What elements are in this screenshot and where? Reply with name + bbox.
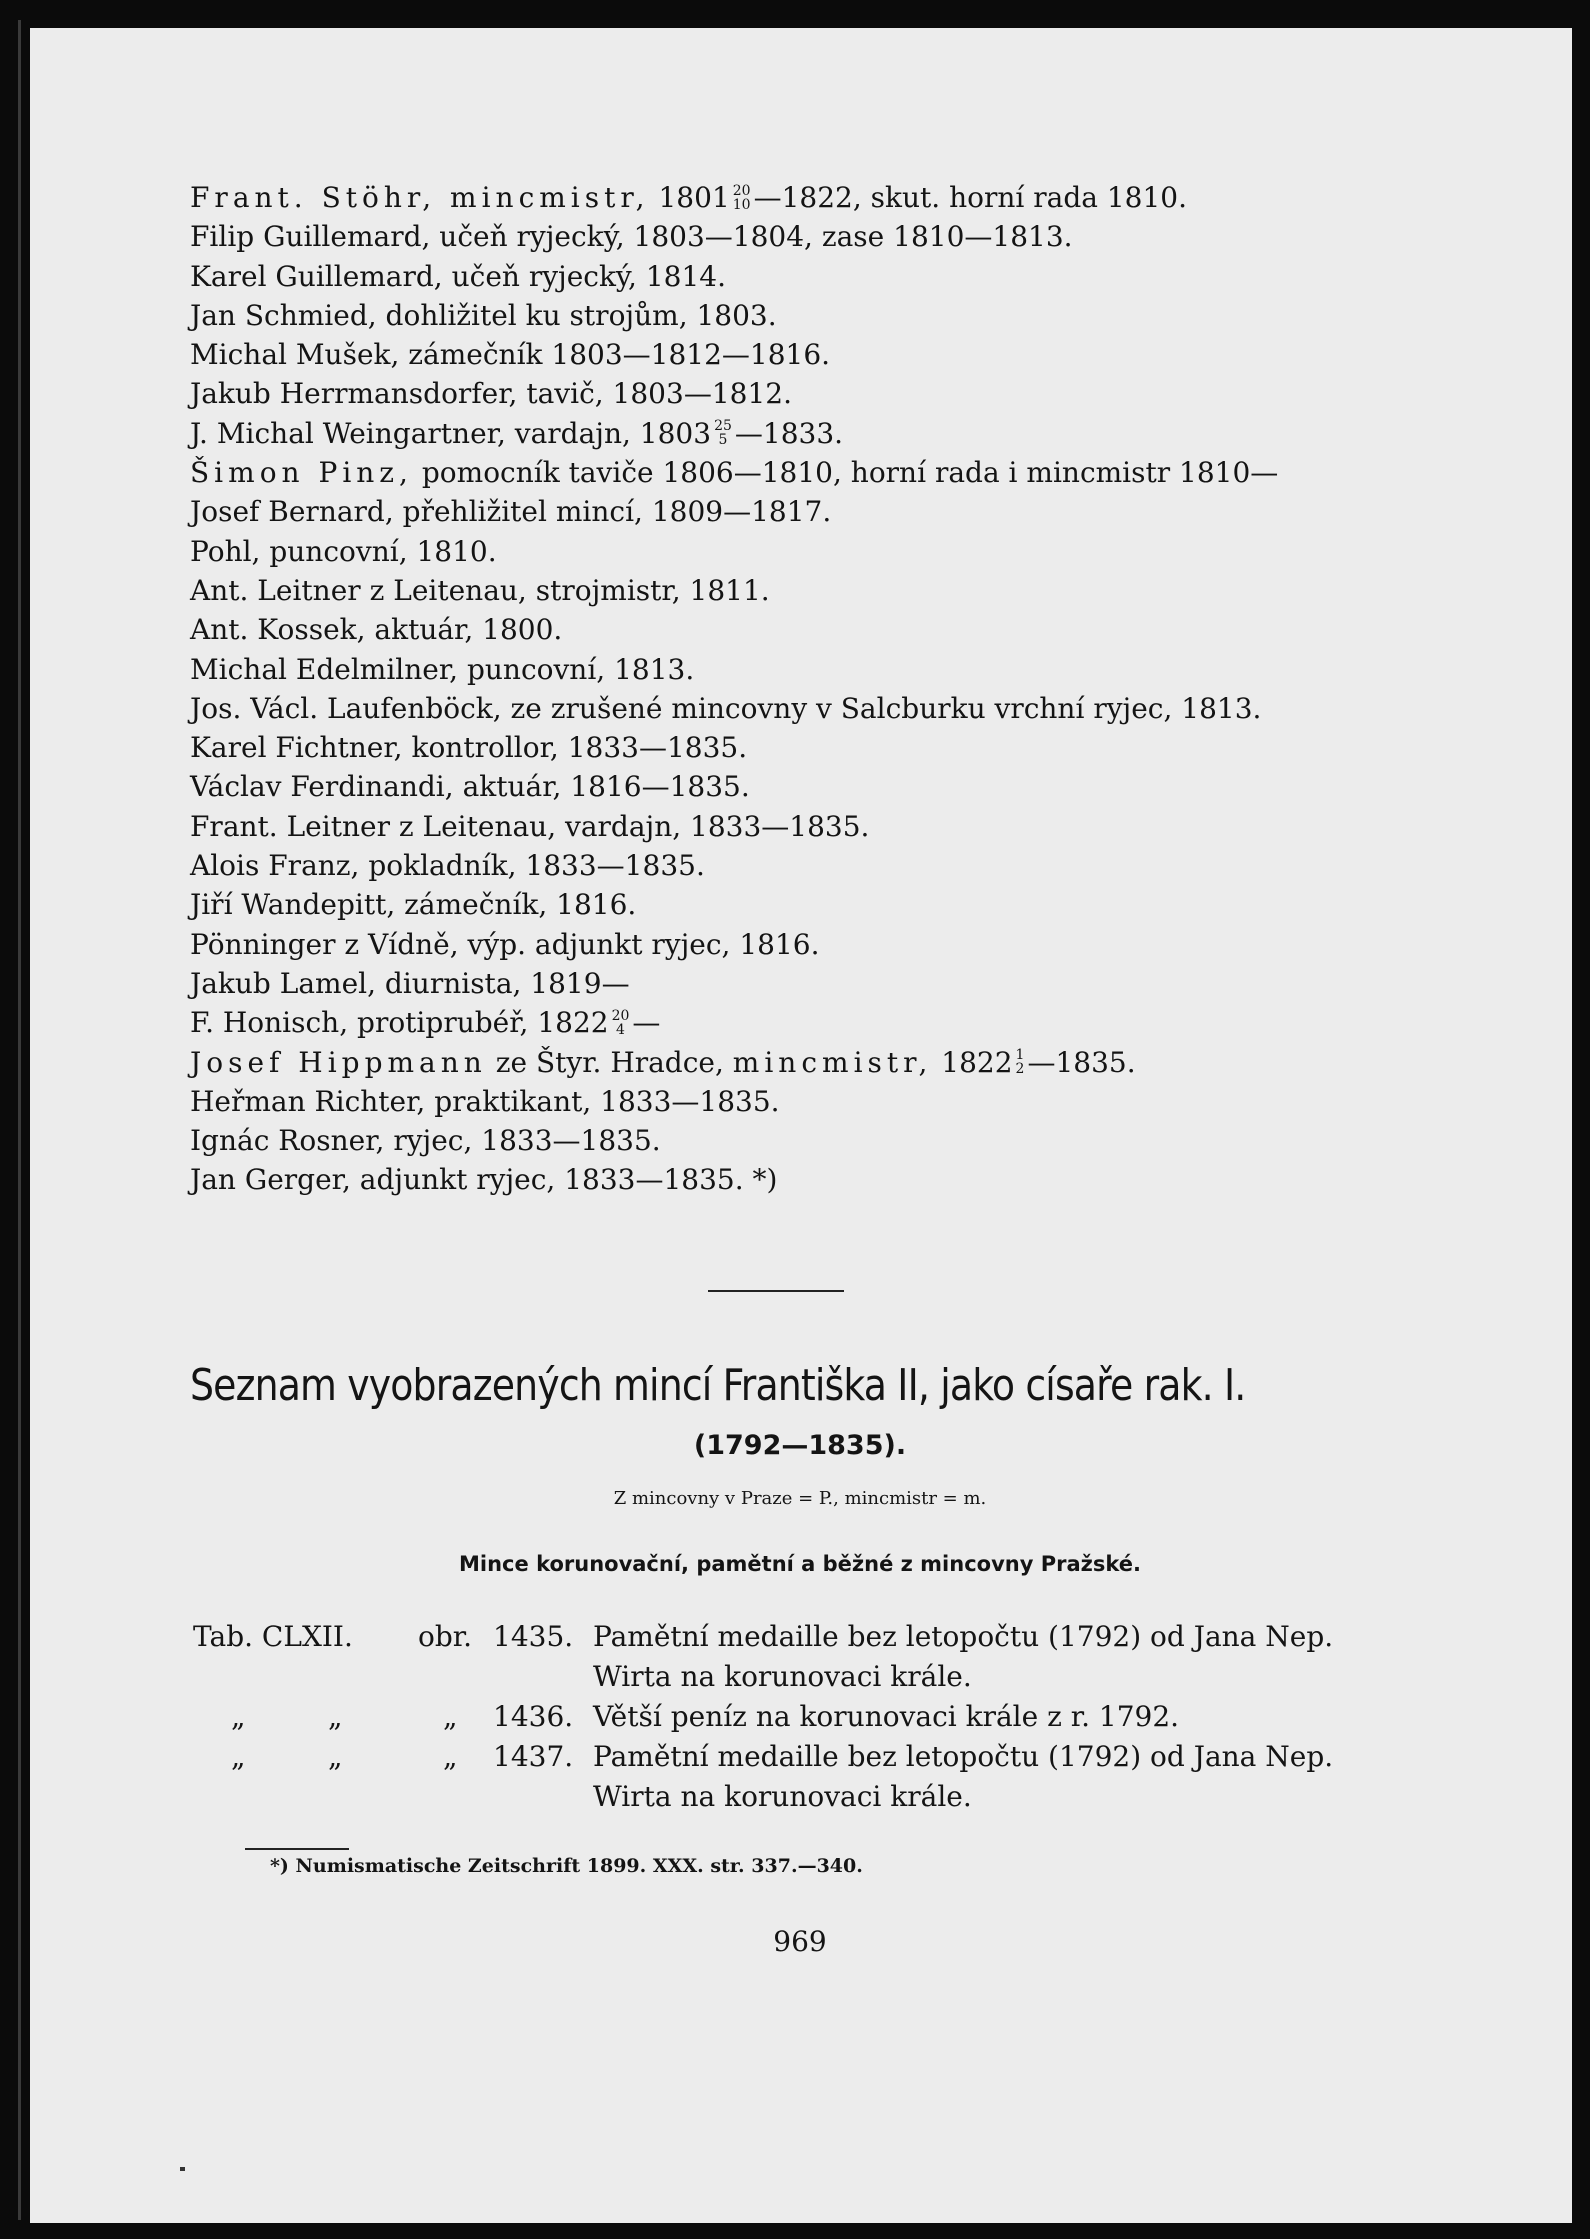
abbreviation-note: Z mincovny v Praze = P., mincmistr = m. [613, 1488, 987, 1509]
catalog-row-continued [193, 1657, 1413, 1697]
figure-number: 1435. [493, 1620, 574, 1653]
staff-entry: Jakub Lamel, diurnista, 1819— [190, 966, 630, 1000]
staff-entry: Ant. Leitner z Leitenau, strojmistr, 1811. [190, 573, 770, 607]
staff-entry: Jiří Wandepitt, zámečník, 1816. [190, 888, 637, 922]
staff-entry: Šimon Pinz, pomocník taviče 1806—1810, horní rada i mincmistr 1810— [190, 456, 1279, 490]
mint-staff-list [190, 178, 1490, 1200]
footnote-rule [245, 1848, 349, 1850]
staff-entry: Jos. Václ. Laufenböck, ze zrušené mincovny v Salcburku vrchní ryjec, 1813. [190, 691, 1262, 725]
staff-entry: Václav Ferdinandi, aktuár, 1816—1835. [190, 770, 750, 804]
ditto-mark: „ [443, 1740, 458, 1773]
ditto-mark: „ [443, 1700, 458, 1733]
plate-label: Tab. CLXII. [193, 1620, 353, 1653]
staff-entry: Karel Guillemard, učeň ryjecký, 1814. [190, 259, 726, 293]
ditto-mark: „ [231, 1740, 246, 1773]
ditto-mark: „ [231, 1700, 246, 1733]
section-divider [708, 1290, 844, 1292]
fraction: 20 4 [611, 1007, 630, 1038]
staff-entry: Jakub Herrmansdorfer, tavič, 1803—1812. [190, 377, 792, 411]
staff-entry: Heřman Richter, praktikant, 1833—1835. [190, 1084, 780, 1118]
catalog-row [193, 1697, 1413, 1737]
staff-entry: F. Honisch, protiprubéř, 1822 20 4 — [190, 1006, 661, 1040]
staff-entry: Josef Hippmann ze Štyr. Hradce, mincmistr, 1822 1 2 —1835. [190, 1045, 1136, 1079]
binding-line [18, 20, 21, 2220]
staff-entry: Frant. Stöhr, mincmistr, 1801 20 10 —1822, skut. horní rada 1810. [190, 181, 1187, 214]
figure-description: Pamětní medaille bez letopočtu (1792) od Jana Nep. [593, 1620, 1334, 1653]
ditto-mark: „ [328, 1740, 343, 1773]
figure-number: 1437. [493, 1740, 574, 1773]
fraction: 20 10 [732, 182, 751, 213]
staff-entry: Josef Bernard, přehližitel mincí, 1809—1817. [190, 495, 832, 529]
fraction: 25 5 [714, 418, 732, 449]
figure-description: Větší peníz na korunovaci krále z r. 1792. [593, 1700, 1180, 1733]
staff-entry: Jan Schmied, dohližitel ku strojům, 1803. [190, 298, 777, 332]
ditto-mark: „ [328, 1700, 343, 1733]
staff-entry: Filip Guillemard, učeň ryjecký, 1803—1804, zase 1810—1813. [190, 220, 1073, 254]
figure-description: Wirta na korunovaci krále. [593, 1660, 972, 1693]
staff-entry: J. Michal Weingartner, vardajn, 1803 25 5 —1833. [190, 416, 844, 450]
book-binding-edge [0, 0, 30, 2239]
catalog-row [193, 1617, 1413, 1657]
figure-description: Pamětní medaille bez letopočtu (1792) od Jana Nep. [593, 1740, 1334, 1773]
staff-entry: Frant. Leitner z Leitenau, vardajn, 1833—1835. [190, 809, 870, 843]
staff-entry: Pönninger z Vídně, výp. adjunkt ryjec, 1816. [190, 927, 820, 961]
coin-catalog [193, 1617, 1413, 1817]
staff-entry: Karel Fichtner, kontrollor, 1833—1835. [190, 731, 748, 765]
staff-entry: Alois Franz, pokladník, 1833—1835. [190, 849, 705, 883]
figure-number: 1436. [493, 1700, 574, 1733]
staff-entry: Jan Gerger, adjunkt ryjec, 1833—1835. *) [190, 1163, 778, 1197]
footnote: *) Numismatische Zeitschrift 1899. XXX. str. 337.—340. [270, 1855, 863, 1877]
staff-entry: Ant. Kossek, aktuár, 1800. [190, 613, 563, 647]
figure-description: Wirta na korunovaci krále. [593, 1780, 972, 1813]
catalog-row-continued [193, 1777, 1413, 1817]
staff-entry: Ignác Rosner, ryjec, 1833—1835. [190, 1124, 661, 1158]
fraction: 1 2 [1015, 1047, 1025, 1078]
catalog-row [193, 1737, 1413, 1777]
staff-entry: Pohl, puncovní, 1810. [190, 534, 497, 568]
staff-entry: Michal Mušek, zámečník 1803—1812—1816. [190, 338, 831, 372]
heading-years: (1792—1835). [693, 1430, 907, 1461]
section-heading: Seznam vyobrazených mincí Františka II, jako císaře rak. I. [190, 1360, 1246, 1411]
staff-entry: Michal Edelmilner, puncovní, 1813. [190, 652, 695, 686]
subsection-title: Mince korunovační, pamětní a běžné z mincovny Pražské. [459, 1552, 1141, 1576]
page-number: 969 [773, 1925, 827, 1958]
print-speck [180, 2167, 185, 2171]
figure-label: obr. [418, 1620, 472, 1653]
